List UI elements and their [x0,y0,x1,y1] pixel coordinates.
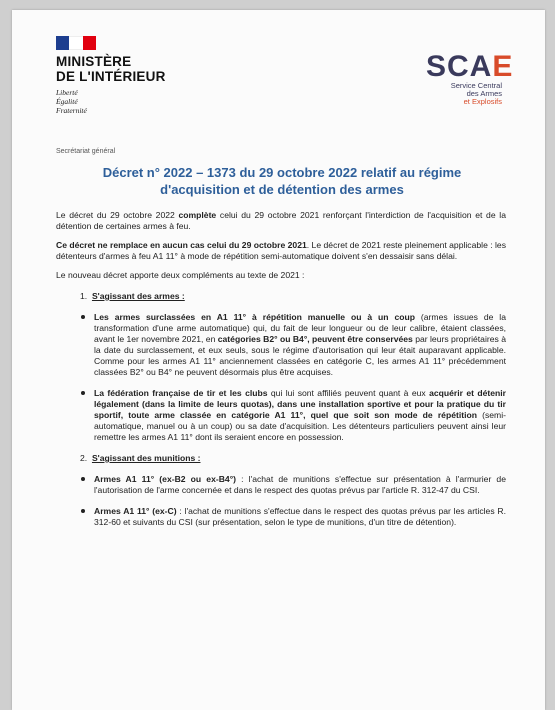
section-title: S'agissant des armes : [91,291,185,301]
paragraph-intro-text-a: Le décret du 29 octobre 2022 [56,210,179,220]
bullet-bold-lead: Armes A1 11° (ex-B2 ou ex-B4°) [94,474,237,484]
paragraph-not-replace [56,240,506,262]
document-page [12,10,545,710]
motto-liberte: Liberté [56,88,78,97]
ministry-line-2: DE L'INTÉRIEUR [56,69,166,84]
bullet-text-end: (semi-automatique, manuel ou à un coup) ou sa date d'acquisition. Les détenteurs particuliers peuvent ainsi leur remettre les armes A1 11° dont ils seraient encore en possession. [94,410,506,442]
section-heading-ammunition [80,453,506,464]
paragraph-intro-bold: complète [178,210,217,220]
bullet-bold-lead: La fédération française de tir et les clubs [94,388,268,398]
republic-motto [56,88,87,115]
logo-subtitle-1: Service Central [450,81,502,90]
bullet-bold-mid: acquérir et détenir légalement (dans la limite de leurs quotas), dans une installation sportive et pour la pratique du tir sportif, toute arme classée en catégorie A1 11°, quel que soit son mode de répétition [94,388,506,420]
section-number: 1. [80,291,88,301]
bullet-bold-lead: Armes A1 11° (ex-C) [94,506,177,516]
bullet-text: (armes issues de la transformation d'une arme automatique) qui, du fait de leur longueur ou de leur calibre, étaient classées, avant le 1er novembre 2021, en [94,312,506,344]
flag-white-stripe [69,36,82,50]
flag-blue-stripe [56,36,69,50]
list-item [94,312,506,378]
bullet-text: : l'achat de munitions s'effectue sur présentation à l'armurier de l'autorisation de l'arme concernée et dans le respect des quotas prévus par l'article R. 312-47 du CSI. [94,474,506,495]
section-heading-arms [80,291,506,302]
paragraph-intro [56,210,506,232]
title-line-1: Décret n° 2022 – 1373 du 29 octobre 2022 relatif au régime [102,165,462,180]
flag-red-stripe [83,36,96,50]
secretariat-label: Secrétariat général [56,148,116,155]
logo-main-text: SCA [426,50,493,83]
paragraph-complements: Le nouveau décret apporte deux compléments au texte de 2021 : [56,270,305,280]
letterhead [12,10,545,140]
list-item [94,388,506,443]
paragraph-not-replace-bold: Ce décret ne remplace en aucun cas celui du 29 octobre 2021 [56,240,307,250]
bullet-text: qui lui sont affiliés peuvent quant à eux [267,388,430,398]
logo-subtitle-3: et Explosifs [463,97,502,106]
paragraph-intro-text-c: celui du 29 octobre 2021 renforçant l'interdiction de l'acquisition et de la détention de certaines armes à feu. [56,210,506,231]
motto-egalite: Égalité [56,97,78,106]
motto-fraternite: Fraternité [56,106,87,115]
title-line-2: d'acquisition et de détention des armes [160,182,404,197]
list-item [94,506,506,528]
logo-subtitle-2: des Armes [466,89,502,98]
section-number: 2. [80,453,88,463]
logo-subtitle [426,82,502,106]
section-title: S'agissant des munitions : [91,453,201,463]
bullet-text-end: par leurs propriétaires à la date du surclassement, et eux seuls, sous le régime d'autorisation qui leur était auparavant applicable. Comme pour les armes A1 11° anciennement classées en catégorie C, les armes A1 11° précédemment classées B2° ou B4° ne peuvent désormais plus être acquises. [94,334,506,377]
ministry-line-1: MINISTÈRE [56,54,132,69]
paragraph-not-replace-text: . Le décret de 2021 reste pleinement applicable : les détenteurs d'armes à feu A1 11° à mode de répétition semi-automatique doivent s'en dessaisir sans délai. [56,240,507,261]
ministry-name [56,54,166,84]
logo-wordmark [426,50,514,83]
bullet-text: : l'achat de munitions s'effectue dans le respect des quotas prévus par les articles R. 312-60 et suivants du CSI (sur présentation, selon le type de munitions, d'un titre de détention). [94,506,507,527]
document-body [56,210,506,538]
logo-accent-letter: E [492,50,514,83]
bullet-bold-lead: Les armes surclassées en A1 11° à répétition manuelle ou à un coup [94,312,415,322]
list-item [94,474,506,496]
bullet-bold-mid: catégories B2° ou B4°, peuvent être conservées [217,334,413,344]
scae-logo [426,50,514,106]
document-title [52,164,512,198]
ammunition-bullet-list [56,474,506,528]
french-flag-icon [56,36,96,50]
arms-bullet-list [56,312,506,443]
